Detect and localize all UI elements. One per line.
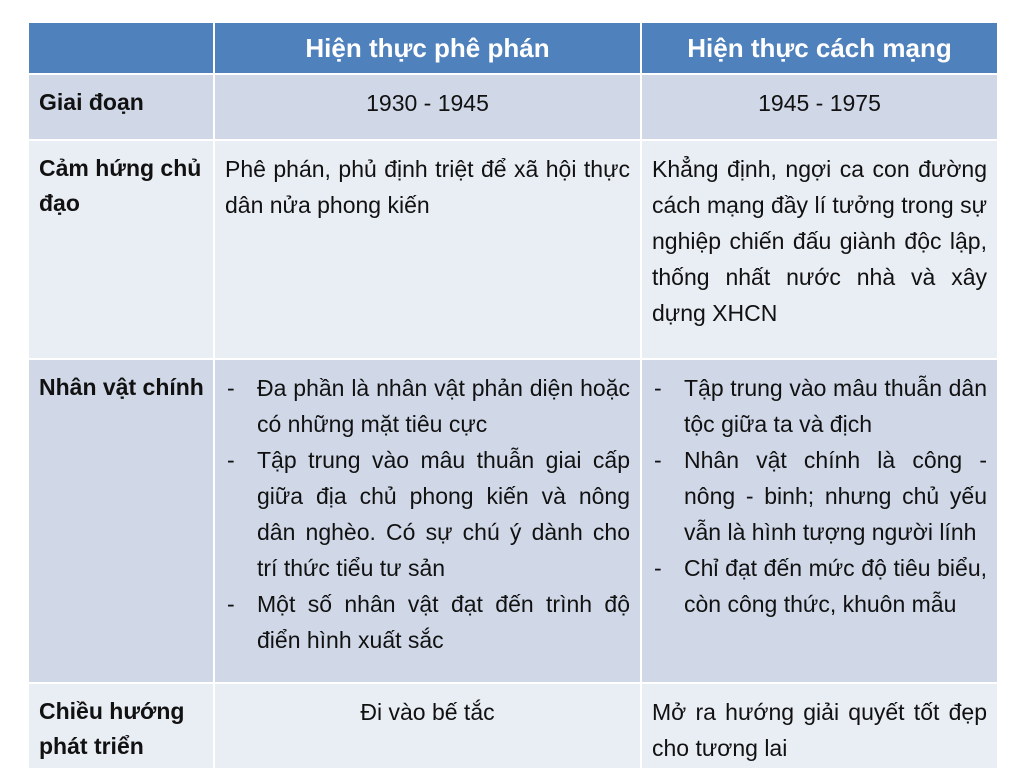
list-item: - Chỉ đạt đến mức độ tiêu biểu, còn công thức, khuôn mẫu [652, 550, 987, 622]
table-row-period [28, 74, 998, 140]
table-row-main-characters [28, 359, 998, 683]
row-label-development-direction: Chiều hướng phát triển [28, 683, 214, 768]
characters-critical-list [225, 370, 630, 658]
cell-period-revolutionary: 1945 - 1975 [641, 74, 998, 140]
characters-revolutionary-list [652, 370, 987, 622]
list-item: - Tập trung vào mâu thuẫn dân tộc giữa ta và địch [652, 370, 987, 442]
comparison-table-container [27, 21, 997, 768]
list-item: - Đa phần là nhân vật phản diện hoặc có những mặt tiêu cực [225, 370, 630, 442]
comparison-table [27, 21, 999, 768]
header-revolutionary-realism: Hiện thực cách mạng [641, 22, 998, 74]
list-item: - Tập trung vào mâu thuẫn giai cấp giữa địa chủ phong kiến và nông dân nghèo. Có sự chú ý dành cho trí thức tiểu tư sản [225, 442, 630, 586]
cell-direction-revolutionary: Mở ra hướng giải quyết tốt đẹp cho tương lai [641, 683, 998, 768]
row-label-main-characters: Nhân vật chính [28, 359, 214, 683]
header-critical-realism: Hiện thực phê phán [214, 22, 641, 74]
cell-characters-revolutionary [641, 359, 998, 683]
table-row-main-inspiration [28, 140, 998, 359]
row-label-period: Giai đoạn [28, 74, 214, 140]
header-corner-cell [28, 22, 214, 74]
list-item: - Một số nhân vật đạt đến trình độ điển hình xuất sắc [225, 586, 630, 658]
cell-inspiration-revolutionary: Khẳng định, ngợi ca con đường cách mạng đầy lí tưởng trong sự nghiệp chiến đấu giành độc lập, thống nhất nước nhà và xây dựng XHCN [641, 140, 998, 359]
cell-period-critical: 1930 - 1945 [214, 74, 641, 140]
cell-direction-critical: Đi vào bế tắc [214, 683, 641, 768]
cell-characters-critical [214, 359, 641, 683]
list-item: - Nhân vật chính là công - nông - binh; nhưng chủ yếu vẫn là hình tượng người lính [652, 442, 987, 550]
row-label-main-inspiration: Cảm hứng chủ đạo [28, 140, 214, 359]
table-row-development-direction [28, 683, 998, 768]
header-row [28, 22, 998, 74]
cell-inspiration-critical: Phê phán, phủ định triệt để xã hội thực dân nửa phong kiến [214, 140, 641, 359]
